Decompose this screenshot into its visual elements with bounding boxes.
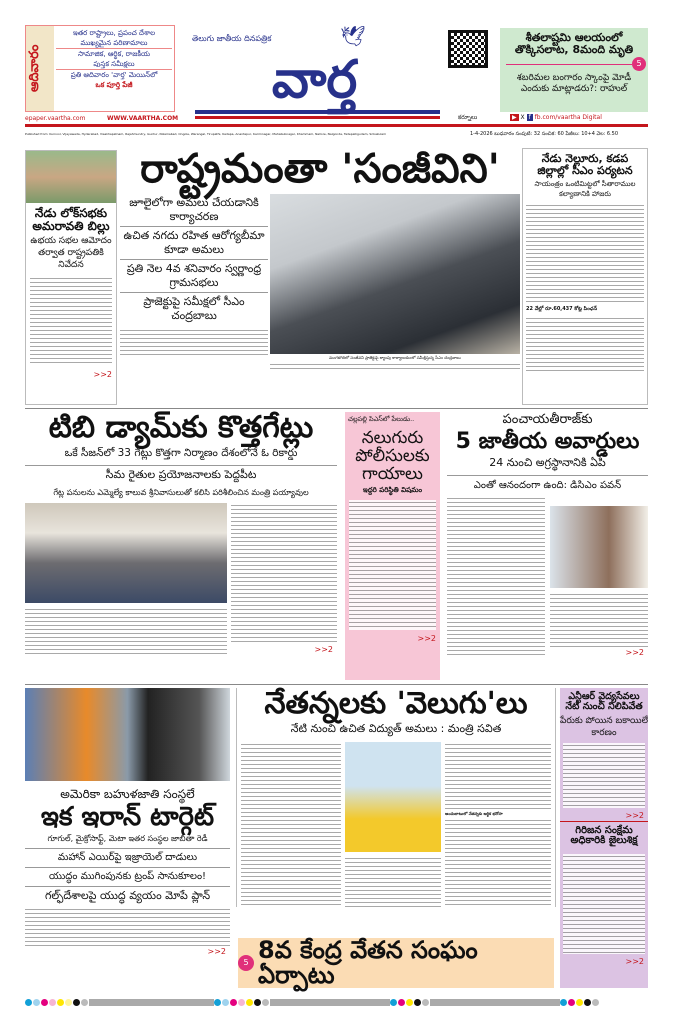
ntr-body — [563, 743, 645, 808]
promo-line: ఇతర రాష్ట్రాలు, ప్రపంచ దేశాల — [72, 29, 156, 37]
color-registration-strip — [25, 999, 648, 1006]
panchayat-body — [447, 496, 545, 656]
iran-sub3: యుద్ధం ముగింపునకు ట్రంప్ సానుకూలం! — [25, 868, 230, 887]
tb-dam-body — [231, 503, 337, 645]
lead-subheads — [120, 194, 268, 325]
pawan-photo[interactable] — [550, 506, 648, 588]
fire-photo[interactable] — [25, 688, 230, 781]
more-link[interactable]: >>2 — [314, 644, 333, 654]
lead-story[interactable] — [120, 148, 520, 372]
website-link[interactable]: WWW.VAARTHA.COM — [107, 115, 179, 122]
right-story-subhead: సాయంత్రం ఒంటిమిట్టలో సీతారాముల కల్యాణానికి హాజరు — [534, 180, 636, 199]
promo-right[interactable] — [500, 28, 648, 112]
published-from: Published from: Kurnool, Vijayawada, Hyderabad, Visakhapatnam, Rajahmundry, Guntur, Nizamabad, Ongole, Warangal, Tirupathi, Kadapa, Anantapur, Karimnagar, Mahabubnagar, Khammam, Nellore, Nalgonda, Tadepalligudem, Srikakulam — [25, 132, 387, 136]
panchayat-story[interactable] — [447, 412, 648, 658]
more-link[interactable]: >>2 — [625, 810, 644, 820]
weavers-section: అందుబాటులో నేతన్నకు ఆర్థిక భరోసా — [445, 810, 503, 816]
more-link[interactable]: >>2 — [417, 633, 436, 643]
lead-subhead: ప్రతి నెల 4వ శనివారం స్వర్ణాంధ్ర గ్రామసభలు — [120, 260, 268, 293]
x-icon[interactable]: X — [520, 114, 525, 121]
right-story-note: 22 వేల్లో రూ.60,437 కోట్ల పింఛన్ — [526, 306, 598, 313]
panchayat-kicker: పంచాయతీరాజ్‌కు — [502, 412, 593, 427]
iran-body — [25, 907, 230, 947]
tb-dam-sub3: గేట్ల పనులను ఎమ్మెల్యే కాలువ శ్రీనివాసులుతో కలిసి పరిశీలించిన మంత్రి పయ్యావుల — [53, 487, 309, 497]
logo-redline — [195, 116, 440, 119]
promo-left-vertical-title: ఆదివారం — [26, 26, 54, 111]
promo-line: ముఖ్యమైన పరిణామాలు — [80, 39, 148, 47]
tb-dam-body-2 — [25, 607, 227, 655]
page-badge: 5 — [238, 955, 254, 971]
more-link[interactable]: >>2 — [625, 648, 644, 658]
lead-subhead: జూలైలోగా అమలు చేయడానికి కార్యాచరణ — [120, 194, 268, 227]
police-story[interactable] — [345, 412, 440, 680]
lead-photo[interactable] — [270, 194, 520, 354]
iran-sub2: మహాన్ ఎయిర్‌పై ఇజ్రాయెల్ దాడులు — [25, 849, 230, 868]
lead-subhead: ఉచిత నగదు రహిత ఆరోగ్యబీమా కూడా అమలు — [120, 227, 268, 260]
parliament-photo — [26, 151, 116, 203]
weavers-headline: నేతన్నలకు 'వెలుగు'లు — [264, 686, 528, 721]
lead-photo-caption: మంగళగిరిలో సంజీవని ప్రాజెక్టుపై క్యాంపు కార్యాలయంలో సమీక్షిస్తున్న సీఎం చంద్రబాబు — [329, 355, 461, 360]
divider — [25, 408, 648, 409]
lead-body-2 — [270, 362, 520, 372]
tb-dam-headline: టిబి డ్యామ్‌కు కొత్తగేట్లు — [48, 410, 314, 445]
qr-code[interactable] — [448, 30, 488, 68]
left-story-headline: నేడు లోక్‌సభకు అమరావతి బిల్లు — [32, 206, 110, 233]
pay-headline: 8వ కేంద్ర వేతన సంఘం ఏర్పాటు — [258, 936, 478, 990]
social-links[interactable] — [510, 114, 602, 122]
tribal-body — [563, 854, 645, 954]
divider — [25, 684, 648, 685]
tb-dam-sub1: ఒకే సీజన్‌లో 33 గేట్లు కొత్తగా నిర్మాణం దేశంలోనే ఓ రికార్డు — [25, 444, 337, 466]
epaper-link[interactable]: epaper.vaartha.com — [25, 115, 86, 122]
panchayat-body-2 — [550, 592, 648, 648]
left-story-subhead: ఉభయ సభల ఆమోదం తర్వాత రాష్ట్రపతికి నివేదన — [30, 236, 112, 271]
lead-subhead: ప్రాజెక్టుపై సమీక్షలో సీఎం చంద్రబాబు — [143, 295, 245, 322]
ntr-story[interactable] — [560, 688, 648, 988]
promo-right-headline-2: శబరిమల బంగారం స్కాంపై మోడీ ఎందుకు మాట్లాడరు?: రాహుల్ — [500, 71, 648, 97]
promo-left[interactable] — [25, 25, 175, 112]
left-story[interactable] — [25, 150, 117, 405]
weavers-body-3 — [445, 742, 551, 810]
police-body — [349, 500, 436, 630]
panchayat-sub: 24 నుంచి అగ్రస్థానానికి ఏపి — [447, 453, 648, 476]
weavers-body-2 — [345, 856, 441, 907]
police-sub: ఇద్దరి పరిస్థితి విషమం — [362, 485, 423, 494]
ntr-headline: ఎన్టీఆర్ వైద్యసేవలు నేటి నుంచి నిలిపివేత — [565, 691, 643, 712]
tb-dam-story[interactable] — [25, 412, 337, 655]
youtube-icon[interactable]: ▶ — [512, 114, 517, 121]
dove-logo-icon: 🕊 — [340, 24, 366, 48]
iran-kicker: అమెరికా బహుళజాతి సంస్థలే — [60, 787, 195, 801]
right-story-body-2 — [526, 316, 644, 371]
right-story-headline: నేడు నెల్లూరు, కడప జిల్లాల్లో సీఎం పర్యటన — [537, 152, 633, 177]
weavers-body — [241, 742, 341, 907]
tribal-headline: గిరిజన సంక్షేమ అధికారికి జైలుశిక్ష — [560, 821, 648, 851]
iran-sub4: గల్ఫ్‌దేశాలపై యుద్ధ వ్యయం మోపే ప్లాన్ — [44, 889, 211, 903]
police-kicker: చల్లపల్లి పిఎస్‌లో పేలుడు.. — [348, 415, 415, 423]
social-handle: fb.com/vaartha Digital — [534, 114, 602, 121]
edition: కర్నూలు — [458, 114, 478, 121]
lead-body — [120, 328, 268, 358]
masthead-rule — [25, 124, 648, 127]
promo-right-headline-1: శీతలాష్టమి ఆలయంలో తొక్కిసలాట, 8మంది మృతి — [514, 31, 634, 56]
iran-sub1: గూగుల్, మైక్రోసాఫ్ట్, మెటా ఇతర సంస్థల జాబితా రెడీ — [25, 831, 230, 849]
minister-photo[interactable] — [345, 742, 441, 852]
left-story-body — [30, 276, 112, 366]
facebook-icon[interactable]: f — [528, 114, 531, 121]
promo-line: పుస్తక సమీక్షలు — [93, 60, 135, 68]
more-link[interactable]: >>2 — [207, 947, 226, 957]
right-story-body — [526, 203, 644, 303]
weavers-story[interactable] — [236, 688, 556, 907]
iran-headline: ఇక ఇరాన్ టార్గెట్ — [40, 802, 215, 832]
lead-headline: రాష్ట్రమంతా 'సంజీవిని' — [140, 146, 500, 192]
panchayat-headline: 5 జాతీయ అవార్డులు — [455, 429, 640, 454]
iran-story[interactable] — [25, 688, 230, 957]
weavers-sub: నేటి నుంచి ఉచిత విద్యుత్ అమలు : మంత్రి సవిత — [290, 721, 502, 735]
page-badge: 5 — [632, 57, 646, 71]
right-story[interactable] — [522, 148, 648, 405]
panchayat-quote: ఎంతో ఆనందంగా ఉంది: డిసిఎం పవన్ — [473, 480, 622, 492]
logo-underline — [195, 110, 440, 114]
more-link[interactable]: >>2 — [93, 370, 112, 380]
police-headline: నలుగురు పోలీసులకు గాయాలు — [355, 428, 430, 484]
promo-line: సామాజిక, ఆర్థిక, రాజకీయ — [56, 48, 172, 59]
promo-line: ప్రతి ఆదివారం 'వార్త' మెయిన్‌లో — [56, 69, 172, 80]
weavers-body-4 — [445, 818, 551, 906]
more-link[interactable]: >>2 — [625, 956, 644, 966]
tagline: తెలుగు జాతీయ దినపత్రిక — [192, 34, 272, 43]
tb-dam-photo[interactable] — [25, 503, 227, 603]
ntr-sub: పేరుకు పోయిన బకాయిలే కారణం — [560, 715, 648, 738]
promo-line: ఒక పూర్తి పేజీ — [95, 81, 133, 89]
tb-dam-sub2: సీమ రైతుల ప్రయోజనాలకు పెద్దపీట — [105, 467, 257, 481]
pay-commission-banner[interactable] — [238, 938, 554, 988]
dateline: 1-4-2026 బుధవారం సంపుటి: 32 సంచిక: 60 పేజీలు: 10+4 వెల: 6.50 — [470, 131, 619, 137]
logo: వార్త — [271, 50, 358, 110]
